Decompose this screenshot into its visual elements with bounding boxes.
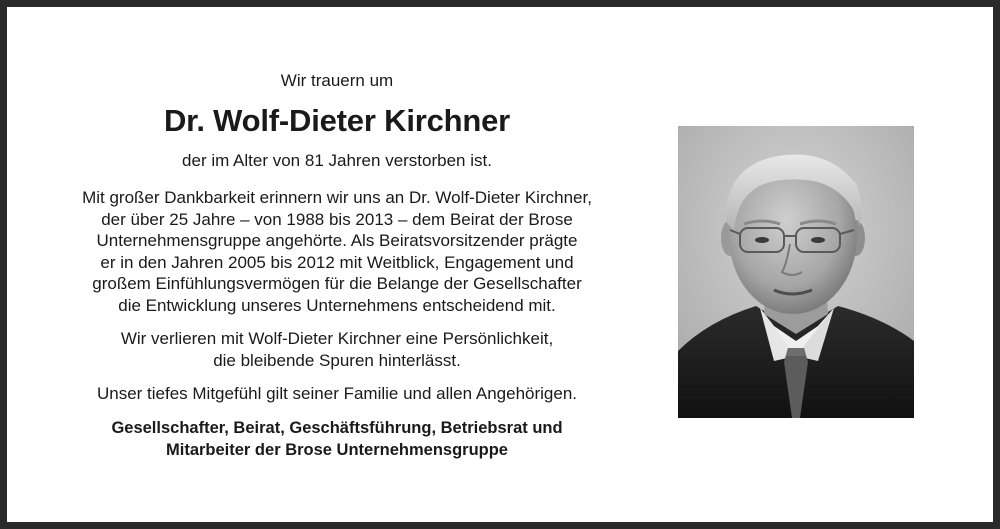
tribute-paragraph — [67, 187, 607, 316]
tribute-line: Mit großer Dankbarkeit erinnern wir uns an Dr. Wolf-Dieter Kirchner, — [82, 188, 592, 207]
tribute-line: er in den Jahren 2005 bis 2012 mit Weitblick, Engagement und — [100, 252, 574, 272]
signature-line: Mitarbeiter der Brose Unternehmensgruppe — [166, 440, 508, 459]
obituary-text-column — [67, 69, 607, 461]
condolence-line: Unser tiefes Mitgefühl gilt seiner Familie und allen Angehörigen. — [96, 384, 578, 403]
portrait-illustration — [678, 126, 914, 418]
tribute-line: die Entwicklung unseres Unternehmens entscheidend mit. — [118, 295, 556, 315]
condolence-paragraph — [67, 383, 607, 405]
loss-line: die bleibende Spuren hinterlässt. — [213, 350, 461, 370]
loss-line: Wir verlieren mit Wolf-Dieter Kirchner eine Persönlichkeit, — [120, 329, 554, 348]
signature-line: Gesellschafter, Beirat, Geschäftsführung, Betriebsrat und — [111, 418, 563, 437]
age-line: der im Alter von 81 Jahren verstorben ist. — [182, 151, 492, 170]
tribute-line: großem Einfühlungsvermögen für die Belange der Gesellschafter — [92, 274, 582, 293]
signature-block — [67, 417, 607, 461]
tribute-line: Unternehmensgruppe angehörte. Als Beiratsvorsitzender prägte — [96, 231, 578, 250]
intro-line: Wir trauern um — [280, 71, 394, 90]
deceased-name: Dr. Wolf-Dieter Kirchner — [163, 103, 511, 138]
portrait-photo — [678, 126, 914, 418]
tribute-line: der über 25 Jahre – von 1988 bis 2013 – dem Beirat der Brose — [101, 209, 573, 229]
loss-paragraph — [67, 328, 607, 371]
